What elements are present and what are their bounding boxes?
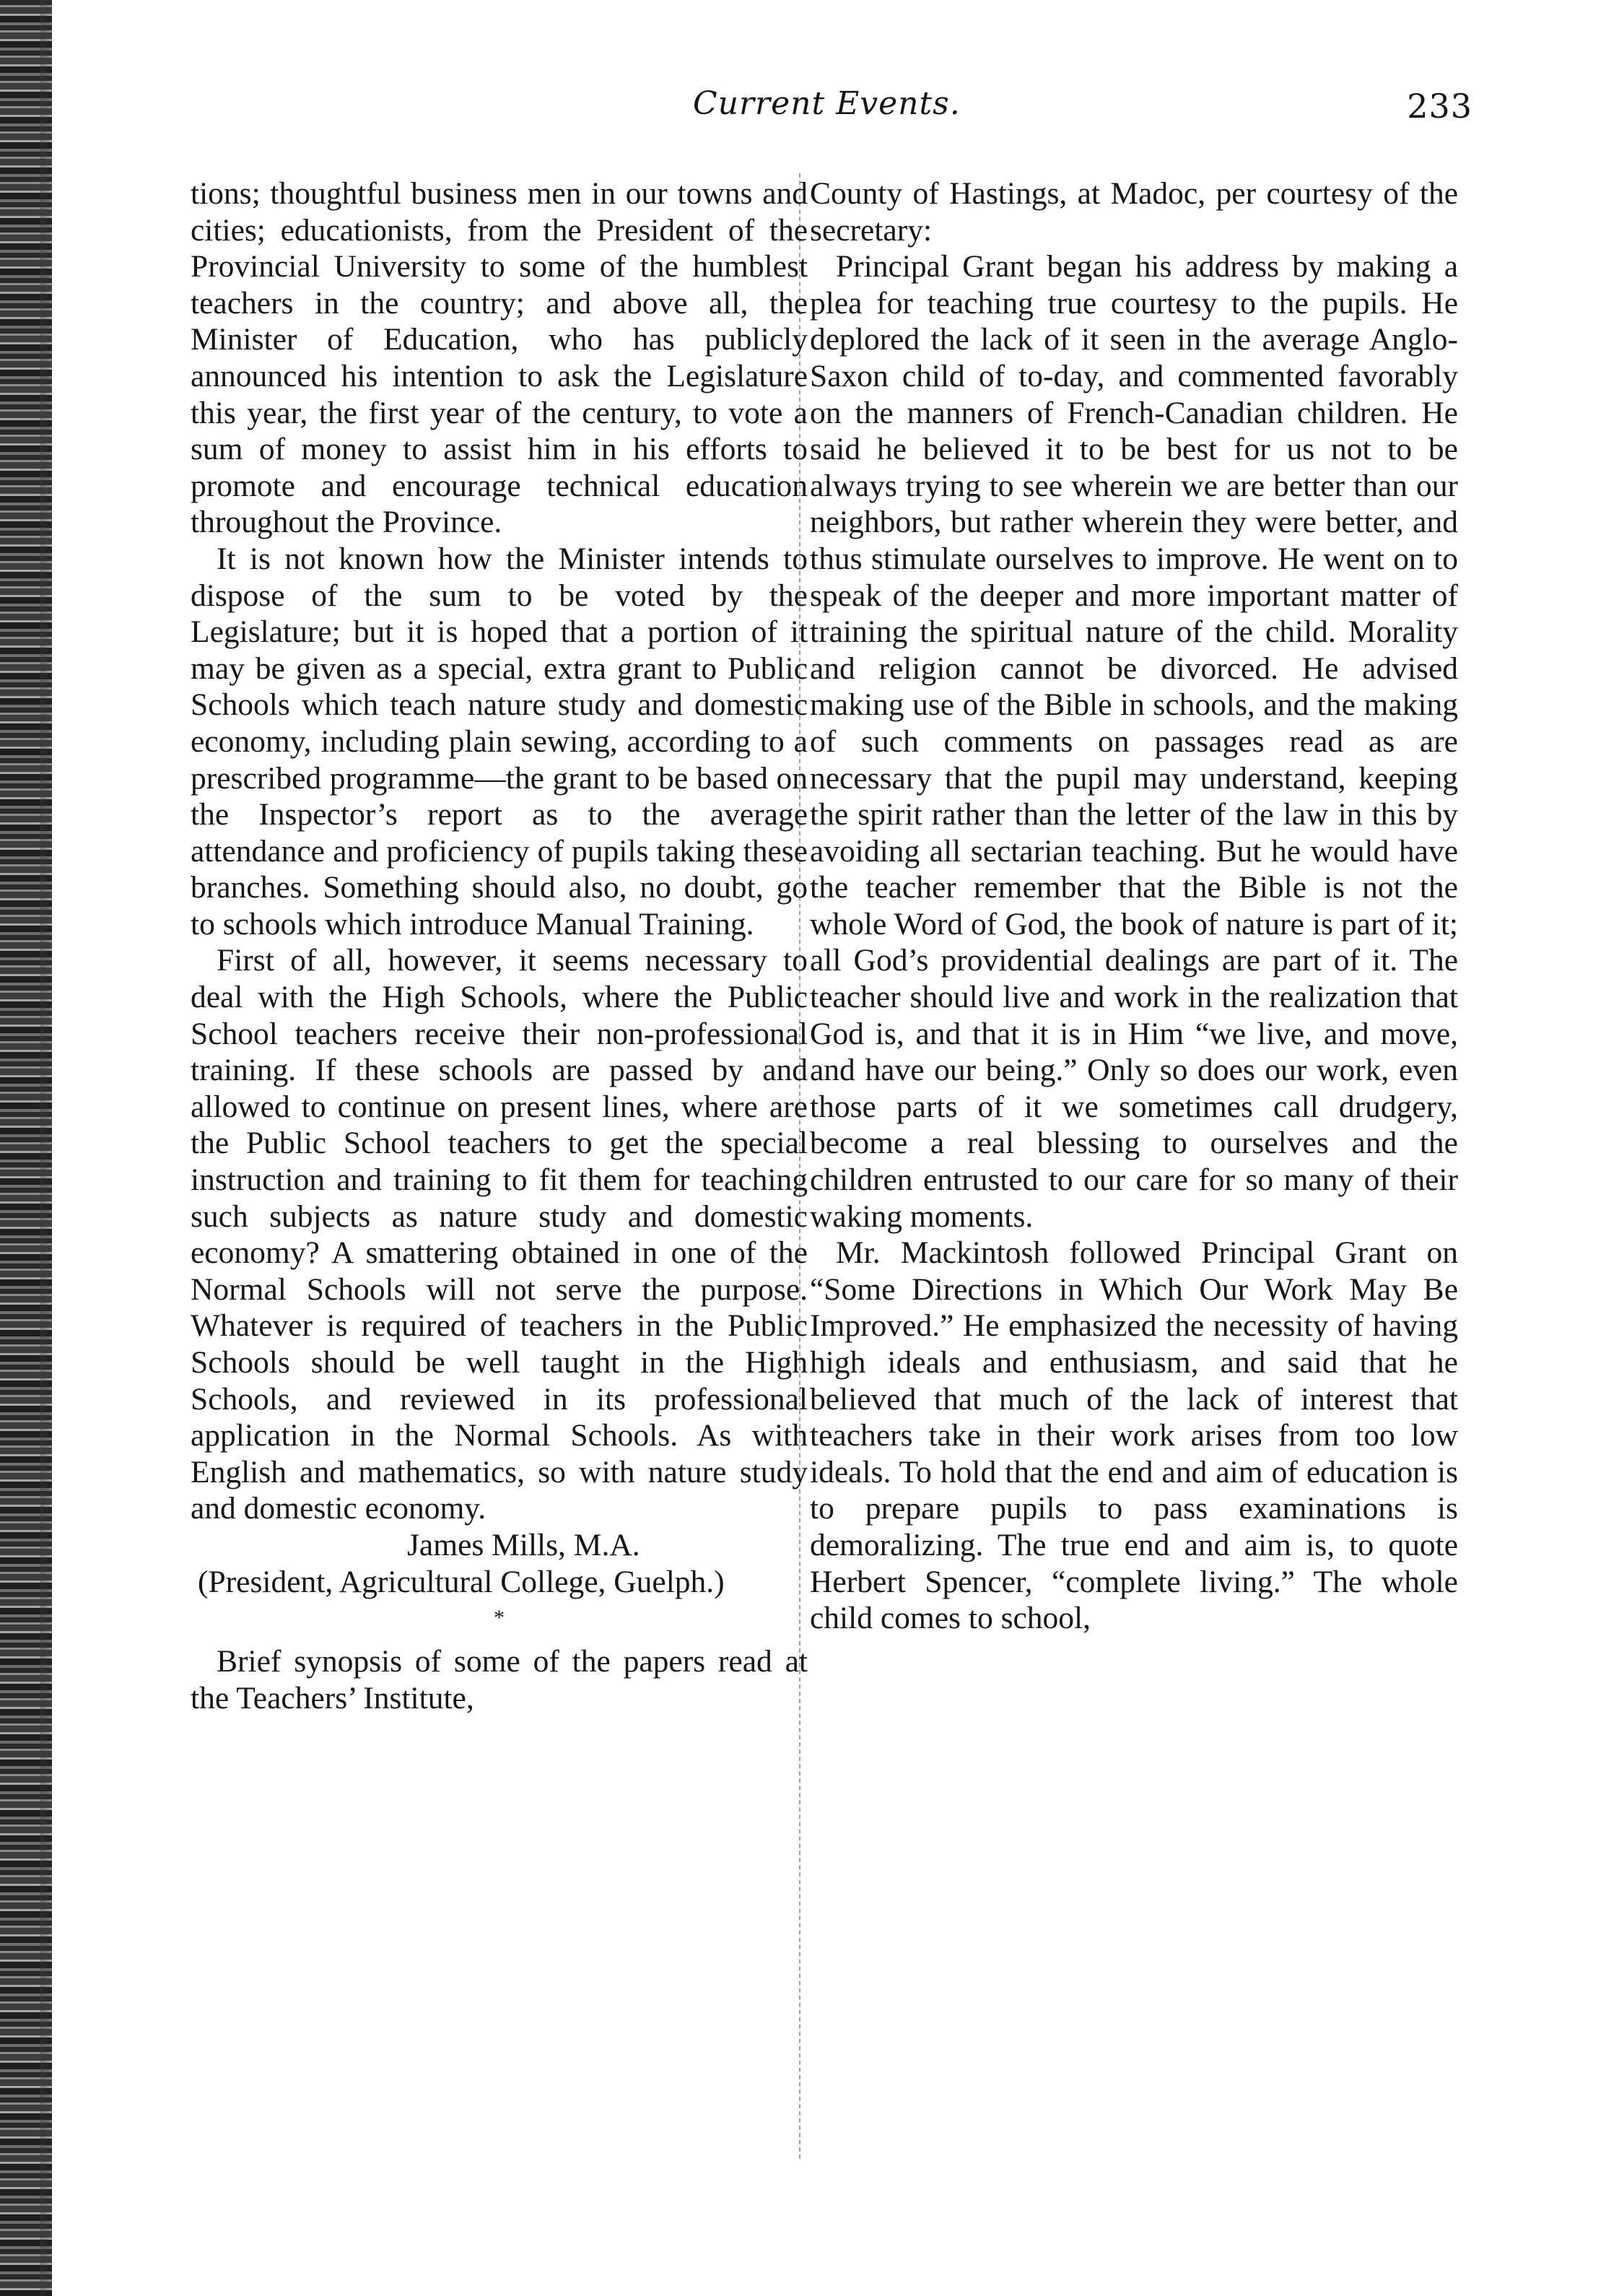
right-column — [810, 175, 1458, 1637]
running-head — [188, 85, 1472, 143]
section-separator: * — [494, 1606, 505, 1630]
author-signature: James Mills, M.A. — [407, 1527, 640, 1562]
left-paragraph-3: First of all, however, it seems necessary to deal with the High Schools, where the Public School teachers receive their non-professional training. If these schools are passed by and allowed to continue on present lines, where are the Public School teachers to get the special instruction and training to fit them for teaching such subjects as nature study and domestic economy? A smattering obtained in one of the Normal Schools will not serve the purpose. Whatever is required of teachers in the Public Schools should be well taught in the High Schools, and reviewed in its professional application in the Normal Schools. As with English and mathematics, so with nature study and domestic economy. — [191, 943, 808, 1526]
left-paragraph-1: tions; thoughtful business men in our towns and cities; educationists, from the President of the Provincial University to some of the humblest teachers in the country; and above all, the Minister of Education, who has publicly announced his intention to ask the Legislature this year, the first year of the century, to vote a sum of money to assist him in his efforts to promote and encourage technical education throughout the Province. — [191, 176, 808, 540]
right-paragraph-3: Mr. Mackintosh followed Principal Grant on “Some Directions in Which Our Work May Be Improved.” He emphasized the necessity of having high ideals and enthusiasm, and said that he believed that much of the lack of interest that teachers take in their work arises from too low ideals. To hold that the end and aim of education is to prepare pupils to pass examinations is demoralizing. The true end and aim is, to quote Herbert Spencer, “complete living.” The whole child comes to school, — [810, 1235, 1458, 1636]
right-paragraph-2: Principal Grant began his address by making a plea for teaching true courtesy to the pupils. He deplored the lack of it seen in the average Anglo-Saxon child of to-day, and commented favorably on the manners of French-Canadian children. He said he believed it to be best for us not to be always trying to see wherein we are better than our neighbors, but rather wherein they were better, and thus stimulate ourselves to improve. He went on to speak of the deeper and more important matter of training the spiritual nature of the child. Morality and religion cannot be divorced. He advised making use of the Bible in schools, and the making of such comments on passages read as are necessary that the pupil may understand, keeping the spirit rather than the letter of the law in this by avoiding all sectarian teaching. But he would have the teacher remember that the Bible is not the whole Word of God, the book of nature is part of it; all God’s providential dealings are part of it. The teacher should live and work in the realization that God is, and that it is in Him “we live, and move, and have our being.” Only so does our work, even those parts of it we sometimes call drudgery, become a real blessing to ourselves and the children entrusted to our care for so many of their waking moments. — [810, 249, 1458, 1234]
author-affiliation: (President, Agricultural College, Guelph.) — [198, 1564, 725, 1599]
section-title: Current Events. — [693, 85, 961, 122]
left-paragraph-4: Brief synopsis of some of the papers read at the Teachers’ Institute, — [191, 1644, 808, 1716]
left-paragraph-2: It is not known how the Minister intends to dispose of the sum to be voted by the Legislature; but it is hoped that a portion of it may be given as a special, extra grant to Public Schools which teach nature study and domestic economy, including plain sewing, according to a prescribed programme—the grant to be based on the Inspector’s report as to the average attendance and proficiency of pupils taking these branches. Something should also, no doubt, go to schools which introduce Manual Training. — [191, 541, 808, 942]
right-paragraph-1: County of Hastings, at Madoc, per courtesy of the secretary: — [810, 176, 1458, 248]
scanned-binding-edge — [0, 0, 52, 2296]
left-column — [191, 175, 808, 1716]
page-number: 233 — [1407, 87, 1472, 126]
